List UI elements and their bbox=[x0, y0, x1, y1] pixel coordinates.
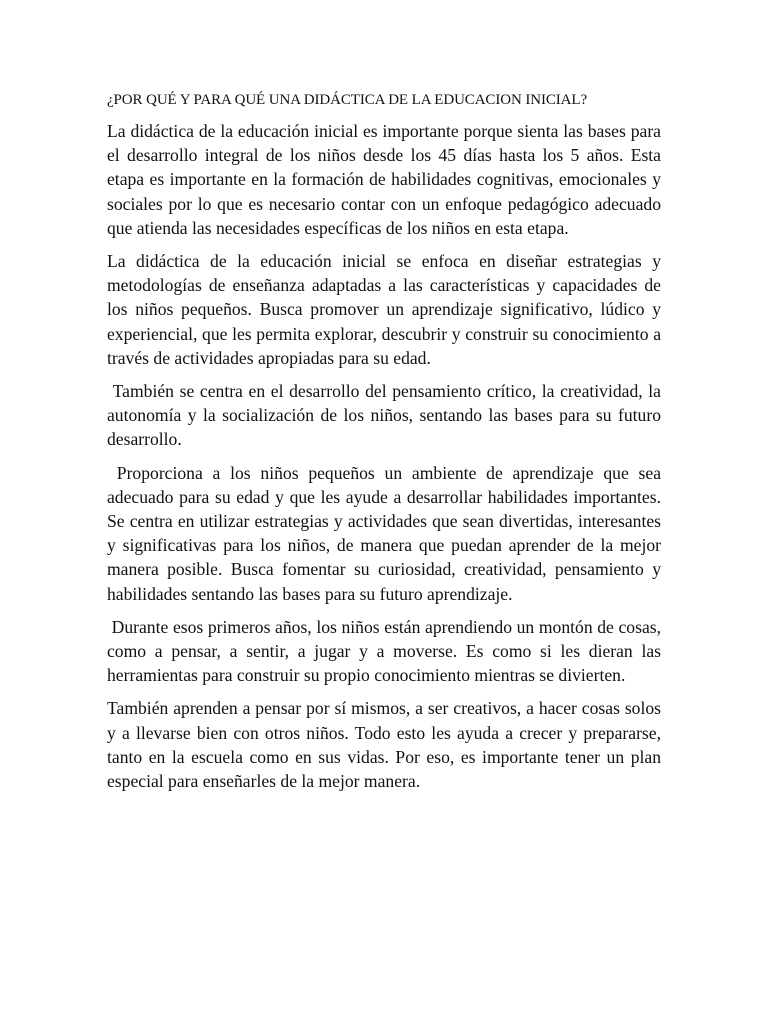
paragraph-6: También aprenden a pensar por sí mismos, a ser creativos, a hacer cosas solos y a llevarse bien con otros niños. Todo esto les ayuda a crecer y prepararse, tanto en la escuela como en sus vidas. Por eso, es importante tener un plan especial para enseñarles de la mejor manera. bbox=[107, 698, 661, 792]
paragraph-2: La didáctica de la educación inicial se enfoca en diseñar estrategias y metodologías de enseñanza adaptadas a las características y capacidades de los niños pequeños. Busca promover un aprendizaje significativo, lúdico y experiencial, que les permita explorar, descubrir y construir su conocimiento a través de actividades apropiadas para su edad. bbox=[107, 251, 661, 368]
paragraph-1: La didáctica de la educación inicial es importante porque sienta las bases para el desarrollo integral de los niños desde los 45 días hasta los 5 años. Esta etapa es importante en la formación de habilidades cognitivas, emocionales y sociales por lo que es necesario contar con un enfoque pedagógico adecuado que atienda las necesidades específicas de los niños en esta etapa. bbox=[107, 121, 661, 238]
paragraph-5: Durante esos primeros años, los niños están aprendiendo un montón de cosas, como a pensar, a sentir, a jugar y a moverse. Es como si les dieran las herramientas para construir su propio conocimiento mientras se divierten. bbox=[107, 616, 666, 686]
paragraph-3: También se centra en el desarrollo del pensamiento crítico, la creatividad, la autonomía y la socialización de los niños, sentando las bases para su futuro desarrollo. bbox=[107, 381, 666, 450]
document-title: ¿POR QUÉ Y PARA QUÉ UNA DIDÁCTICA DE LA EDUCACION INICIAL? bbox=[107, 92, 588, 108]
paragraph-4: Proporciona a los niños pequeños un ambiente de aprendizaje que sea adecuado para su edad y que les ayude a desarrollar habilidades importantes. Se centra en utilizar estrategias y actividades que sean divertidas, interesantes y significativas para los niños, de manera que puedan aprender de la mejor manera posible. Busca fomentar su curiosidad, creatividad, pensamiento y habilidades sentando las bases para su futuro aprendizaje. bbox=[107, 462, 666, 604]
document-body bbox=[107, 90, 666, 802]
